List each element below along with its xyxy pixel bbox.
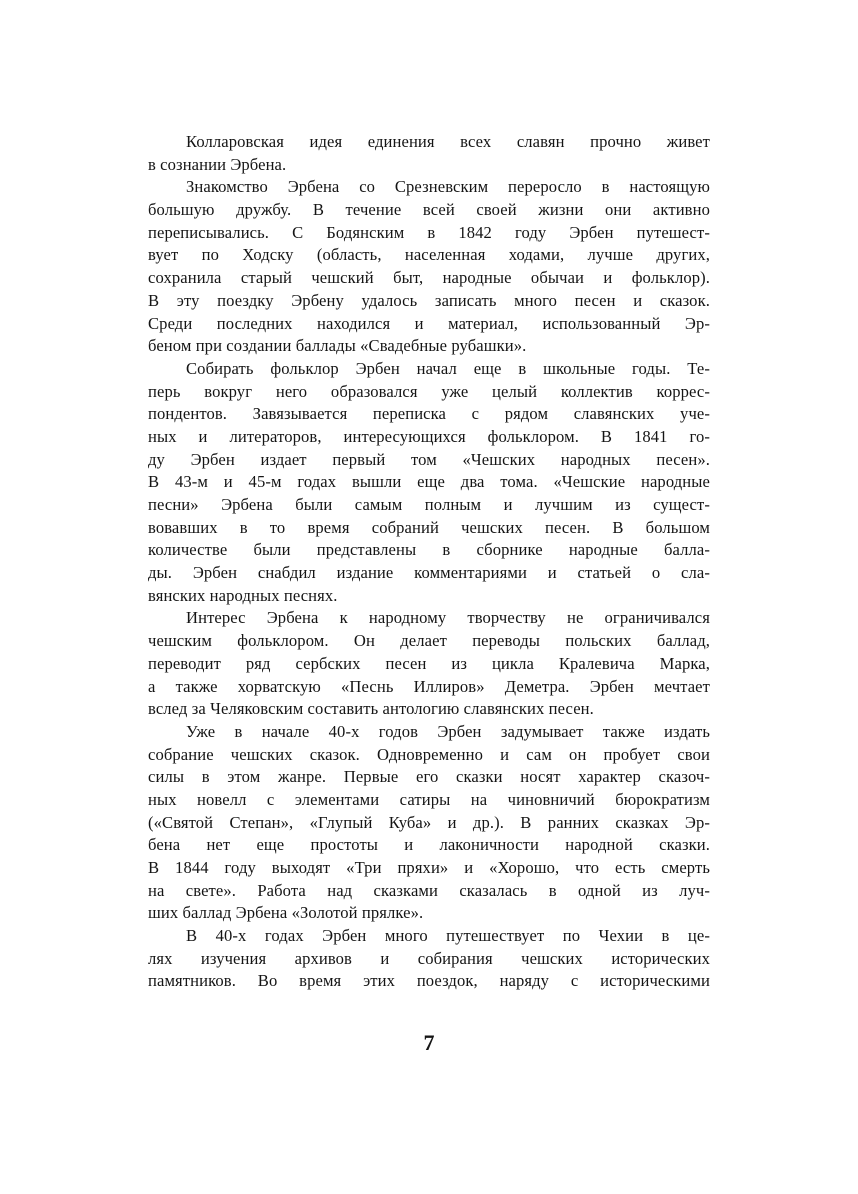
text-line: Среди последних находился и материал, использованный Эр- — [148, 313, 710, 333]
text-line: Колларовская идея единения всех славян прочно живет — [186, 132, 710, 151]
text-line: Интерес Эрбена к народному творчеству не ограничивался — [186, 608, 710, 628]
text-line: памятников. Во время этих поездок, наряду с историческими — [148, 971, 710, 991]
text-line: беном при создании баллады «Свадебные рубашки». — [148, 336, 527, 356]
text-line: силы в этом жанре. Первые его сказки носят характер сказоч- — [148, 767, 710, 787]
text-line: на свете». Работа над сказками сказалась в одной из луч- — [148, 880, 710, 900]
text-line: Собирать фольклор Эрбен начал еще в школьные годы. Те- — [186, 358, 710, 378]
text-line: большую дружбу. В течение всей своей жизни они активно — [148, 200, 710, 220]
page-text-block — [148, 131, 710, 993]
text-line: ды. Эрбен снабдил издание комментариями и статьей о сла- — [148, 563, 710, 583]
text-line: лях изучения архивов и собирания чешских исторических — [148, 948, 710, 968]
text-line: бена нет еще простоты и лаконичности народной сказки. — [148, 835, 710, 855]
text-line: вует по Ходску (область, населенная ходами, лучше других, — [148, 245, 710, 265]
text-line: а также хорватскую «Песнь Иллиров» Деметра. Эрбен мечтает — [148, 676, 710, 696]
text-line: В 43-м и 45-м годах вышли еще два тома. «Чешские народные — [148, 472, 710, 492]
text-line: переводит ряд сербских песен из цикла Кралевича Марка, — [148, 653, 710, 673]
page-number: 7 — [423, 1030, 435, 1055]
text-line: ных и литераторов, интересующихся фольклором. В 1841 го- — [148, 426, 710, 446]
text-line: ду Эрбен издает первый том «Чешских народных песен». — [148, 449, 710, 469]
text-line: В 40-х годах Эрбен много путешествует по Чехии в це- — [186, 926, 710, 946]
text-line: вслед за Челяковским составить антологию славянских песен. — [148, 699, 594, 719]
text-line: собрание чешских сказок. Одновременно и сам он пробует свои — [148, 744, 710, 764]
text-line: В 1844 году выходят «Три пряхи» и «Хорошо, что есть смерть — [148, 858, 710, 877]
text-line: сохранила старый чешский быт, народные обычаи и фольклор). — [148, 268, 710, 288]
text-line: пондентов. Завязывается переписка с рядом славянских уче- — [148, 404, 710, 424]
text-line: («Святой Степан», «Глупый Куба» и др.). В ранних сказках Эр- — [148, 812, 710, 832]
text-line: переписывались. С Бодянским в 1842 году Эрбен путешест- — [148, 222, 710, 242]
text-line: Знакомство Эрбена со Срезневским переросло в настоящую — [186, 177, 710, 197]
text-line: Уже в начале 40-х годов Эрбен задумывает также издать — [186, 721, 710, 741]
text-line: песни» Эрбена были самым полным и лучшим из сущест- — [148, 495, 710, 514]
text-line: ших баллад Эрбена «Золотой прялке». — [148, 903, 424, 923]
text-line: количестве были представлены в сборнике народные балла- — [148, 540, 710, 560]
text-line: чешским фольклором. Он делает переводы польских баллад, — [148, 631, 710, 651]
text-line: ных новелл с элементами сатиры на чиновничий бюрократизм — [148, 789, 710, 809]
text-line: в сознании Эрбена. — [148, 154, 287, 174]
text-line: перь вокруг него образовался уже целый коллектив коррес- — [148, 381, 710, 401]
text-line: вовавших в то время собраний чешских песен. В большом — [148, 517, 710, 537]
text-line: В эту поездку Эрбену удалось записать много песен и сказок. — [148, 290, 710, 310]
text-line: вянских народных песнях. — [148, 585, 338, 605]
